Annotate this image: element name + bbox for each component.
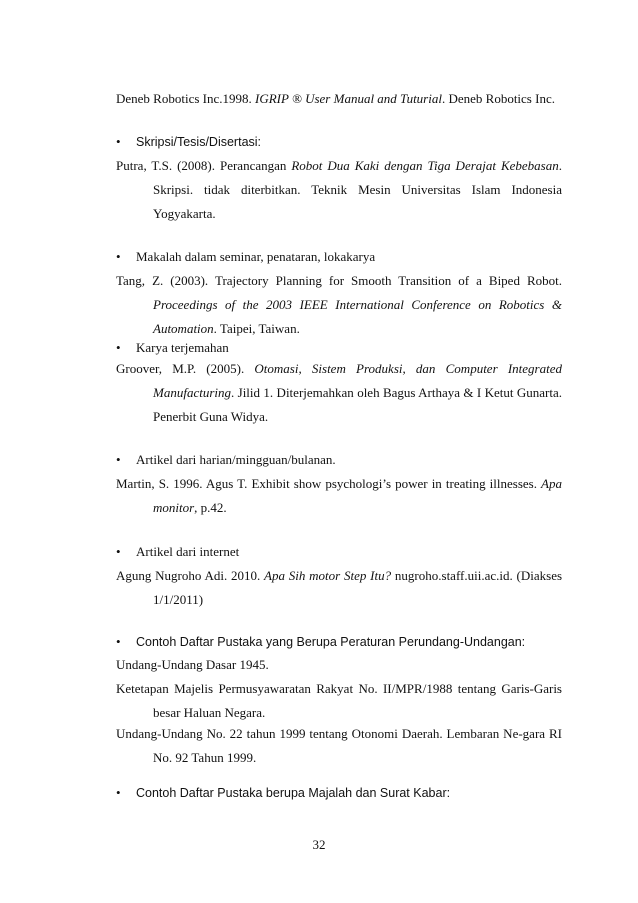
ref-text: Putra, T.S. (2008). Perancangan	[116, 158, 292, 173]
ref-title: Robot Dua Kaki dengan Tiga Derajat Kebebasan	[291, 158, 559, 173]
bullet-makalah	[116, 245, 562, 269]
ref-ketetapan: Ketetapan Majelis Permusyawaratan Rakyat No. II/MPR/1988 tentang Garis-Garis besar Haluan Negara.	[116, 681, 562, 720]
ref-title: Apa monitor	[153, 476, 562, 515]
bullet-icon: •	[116, 634, 121, 649]
bullet-icon: •	[116, 544, 121, 559]
bullet-skripsi	[116, 130, 562, 154]
bullet-icon: •	[116, 452, 121, 467]
ref-title: IGRIP ® User Manual and Tuturial	[255, 91, 442, 106]
ref-title: Otomasi, Sistem Produksi, dan Computer Integrated Manufacturing	[153, 361, 562, 400]
ref-putra	[116, 154, 562, 226]
ref-uu22: Undang-Undang No. 22 tahun 1999 tentang Otonomi Daerah. Lembaran Ne-gara RI No. 92 Tahun 1999.	[116, 726, 562, 765]
ref-text: . Deneb Robotics Inc.	[441, 91, 555, 106]
ref-text: . Taipei, Taiwan.	[213, 321, 300, 336]
bullet-label: Karya terjemahan	[136, 340, 229, 355]
ref-text: . Jilid 1. Diterjemahkan oleh Bagus Arthaya & I Ketut Gunarta. Penerbit Guna Widya.	[153, 385, 562, 424]
ref-text: Martin, S. 1996. Agus T. Exhibit show psychologi’s power in treating illnesses.	[116, 476, 542, 491]
ref-text: . Skripsi. tidak diterbitkan. Teknik Mesin Universitas Islam Indonesia Yogyakarta.	[153, 158, 562, 221]
ref-text: Tang, Z. (2003). Trajectory Planning for Smooth Transition of a Biped Robot.	[116, 273, 562, 288]
bullet-icon: •	[116, 340, 121, 355]
bullet-artikel-harian	[116, 448, 562, 472]
bullet-peraturan	[116, 630, 562, 654]
bullet-label: Artikel dari harian/mingguan/bulanan.	[136, 452, 336, 467]
ref-martin	[116, 472, 562, 520]
bullet-label: Contoh Daftar Pustaka berupa Majalah dan Surat Kabar:	[136, 786, 451, 800]
page-number: 32	[312, 837, 326, 852]
ref-title: Proceedings of the 2003 IEEE International Conference on Robotics & Automation	[153, 297, 562, 336]
bullet-label: Skripsi/Tesis/Disertasi:	[136, 135, 262, 149]
ref-text: nugroho.staff.uii.ac.id. (Diakses 1/1/2011)	[153, 568, 563, 607]
bullet-icon: •	[116, 134, 121, 149]
ref-text: Deneb Robotics Inc.1998.	[116, 91, 256, 106]
bullet-majalah	[116, 781, 562, 805]
ref-text: , p.42.	[194, 500, 227, 515]
ref-title: Apa Sih motor Step Itu?	[264, 568, 392, 583]
ref-groover	[116, 357, 562, 429]
ref-agung	[116, 564, 562, 612]
bullet-icon: •	[116, 249, 121, 264]
bullet-internet	[116, 540, 562, 564]
bullet-label: Artikel dari internet	[136, 544, 240, 559]
ref-text: Agung Nugroho Adi. 2010.	[116, 568, 265, 583]
ref-uud: Undang-Undang Dasar 1945.	[116, 657, 269, 672]
bullet-label: Contoh Daftar Pustaka yang Berupa Peraturan Perundang-Undangan:	[136, 635, 526, 649]
bullet-icon: •	[116, 785, 121, 800]
bullet-label: Makalah dalam seminar, penataran, lokakarya	[136, 249, 376, 264]
ref-text: Groover, M.P. (2005).	[116, 361, 255, 376]
ref-deneb	[116, 87, 562, 111]
ref-tang	[116, 269, 562, 341]
